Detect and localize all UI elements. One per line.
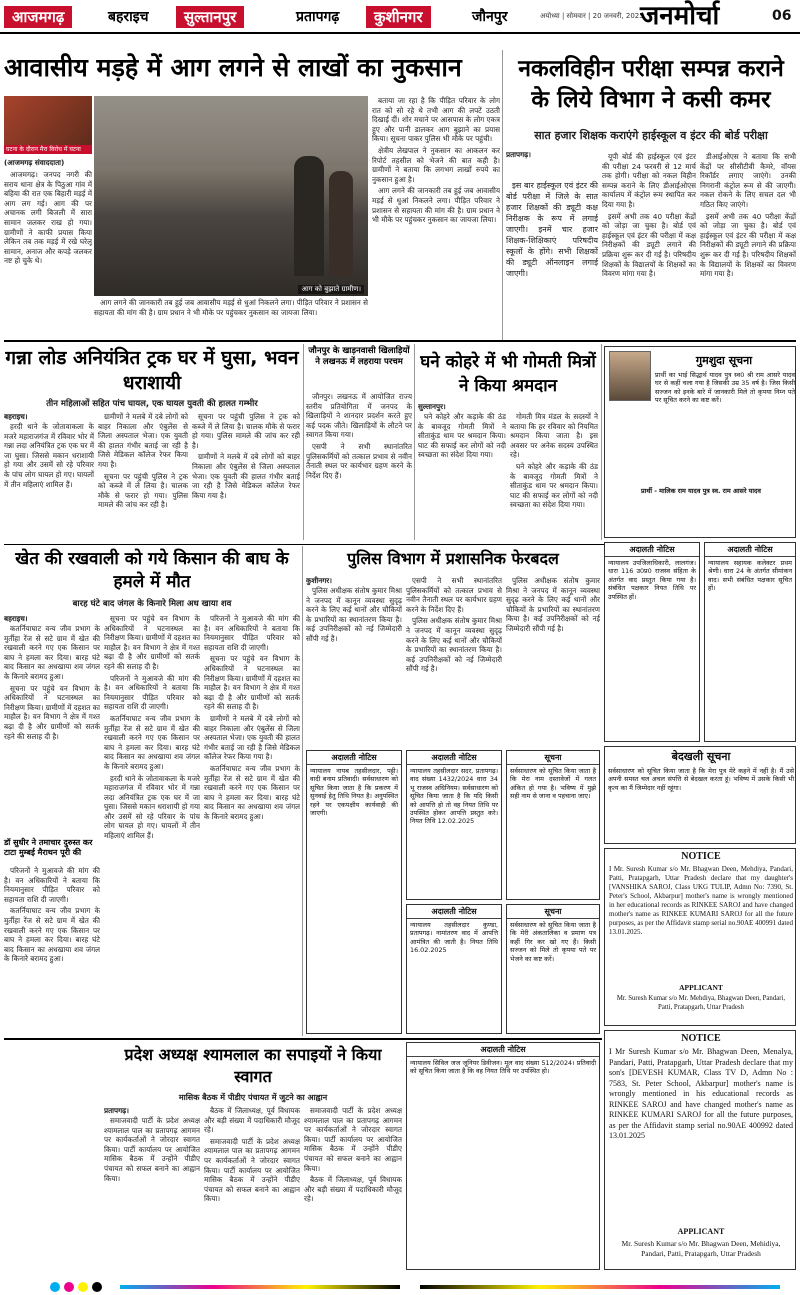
gomti-body-col2 [510, 412, 598, 542]
paragraph: आग लगने की जानकारी तब हुई जब आवासीय मड़ई से धुआं निकलने लगा। पीड़ित परिवार ने प्रशासन से सहायता की मांग की है। ग्राम प्रधान ने भी मौके पर पहुंचकर नुकसान का जायजा लिया। [94, 298, 368, 317]
truck-body-col3 [192, 412, 300, 542]
paragraph: डीआईओएस ने बताया कि सभी केंद्रों पर सीसीटीवी कैमरे, वॉयस रिकॉर्डर लगाए जाएंगे। उनकी निगरानी कंट्रोल रूम से की जाएगी। नकल रोकने के लिए सचल दल भी गठित किए जाएंगे। [700, 152, 796, 209]
gomti-dateline: सुल्तानपुर। [418, 402, 446, 411]
lion-dateline: बहराइच। [4, 614, 28, 623]
name-change-notice [604, 1030, 796, 1270]
shyamlal-headline: प्रदेश अध्यक्ष श्यामलाल का सपाइयों ने किया स्वागत [124, 1045, 382, 1086]
legal-notice [704, 542, 796, 742]
color-mark-black [92, 1282, 102, 1292]
city-tab-label: जौनपुर [472, 9, 508, 25]
truck-body-col2 [98, 412, 188, 542]
legal-notice-text: सर्वसाधारण को सूचित किया जाता है कि मेरी अंकतालिका व प्रमाण पत्र कहीं गिर कर खो गए हैं। किसी सज्जन को मिले तो कृपया पते पर भेजने का कष्ट करें। [510, 921, 596, 963]
lion-subhead: बारह घंटे बाद जंगल के किनारे मिला अध खाया शव [72, 599, 232, 609]
fire-body-col2 [94, 298, 368, 332]
paragraph: इसमें अभी तक 40 परीक्षा केंद्रों को जोड़ा जा चुका है। बोर्ड एवं हाईस्कूल एवं इंटर की परीक्षा में कक्ष निरीक्षकों की ड्यूटी लगाने की प्रक्रिया शुरू कर दी गई है। परिषदीय शिक्षकों के विद्यालयों के शिक्षकों का विवरण मांगा गया है। [700, 211, 796, 279]
paragraph: आजमगढ़। जनपद नगरी की सराय थाना क्षेत्र के पिठुआ गांव में बहिया की रात एक बिहारी मड़ई में आग लग गई। आग की पर अचानक लगी बिजली में सारा सामान जलकर राख हो गया। ग्रामीणों ने काफी प्रयास किया लेकिन तब तक मड़ई में रखे घरेलू सामान, अनाज और कपड़े जलकर नष्ट हो चुके थे। [4, 170, 92, 266]
truck-dateline: बहराइच। [4, 412, 28, 421]
police-body-col1 [306, 586, 402, 746]
legal-notice [406, 1042, 600, 1270]
person-silhouette [294, 156, 324, 276]
police-dateline: कुशीनगर। [306, 576, 332, 585]
fire-body-col3 [372, 96, 500, 332]
shyamlal-subhead: मासिक बैठक में पीडीए पंचायत में जुटने का आह्वान [178, 1093, 328, 1102]
city-tab [4, 6, 72, 28]
paragraph: समाजवादी पार्टी के प्रदेश अध्यक्ष श्यामलाल पाल का प्रतापगढ़ आगमन पर कार्यकर्ताओं ने जोरदार स्वागत किया। पार्टी कार्यालय पर आयोजित मासिक बैठक में उन्होंने पीडीए पंचायत को सफल बनाने का आह्वान किया। [104, 1116, 200, 1183]
paragraph: बैठक में जिलाध्यक्ष, पूर्व विधायक और बड़ी संख्या में पदाधिकारी मौजूद रहे। [304, 1175, 402, 1204]
lion-body-col1b [4, 866, 100, 1026]
paragraph: जौनपुर। लखनऊ में आयोजित राज्य स्तरीय प्रतियोगिता में जनपद के खिलाड़ियों ने शानदार प्रदर्शन करते हुए कई पदक जीते। खिलाड़ियों के लौटने पर स्वागत किया गया। [306, 392, 412, 440]
fire-dateline: (आजमगढ़ संवाददाता) [4, 158, 65, 167]
gomti-body-col1 [418, 412, 506, 542]
paragraph: परिजनों ने मुआवजे की मांग की है। वन अधिकारियों ने बताया कि नियमानुसार पीड़ित परिवार को सहायता राशि दी जाएगी। [4, 866, 100, 904]
notice-title: NOTICE [681, 1033, 721, 1044]
fire-headline: आवासीय मड़हे में आग लगने से लाखों का नुकसान [4, 53, 462, 82]
paragraph: कतर्नियाघाट वन्य जीव प्रभाग के मुर्तीहा रेंज से सटे ग्राम में खेत की रखवाली करने गए एक किसान पर बाघ ने हमला कर दिया। बारह घंटे बाद किसान का अधखाया शव जंगल के किनारे बरामद हुआ। [204, 763, 300, 821]
legal-notice [306, 750, 402, 1034]
notice-applicant: Mr. Suresh Kumar s/o Mr. Bhagwan Deen, Mehidiya, Pandari, Patti, Pratapgarh, Uttar Pradesh [621, 1239, 781, 1258]
paragraph: ग्रामीणों ने मलबे में दबे लोगों को बाहर निकाला और एंबुलेंस से जिला अस्पताल भेजा। एक युवती की हालत गंभीर बताई जा रही है जिसे मेडिकल कॉलेज रेफर किया गया है। [192, 452, 300, 500]
notice-applicant-label: APPLICANT [677, 1227, 725, 1236]
paragraph: एसपी ने सभी स्थानांतरित पुलिसकर्मियों को तत्काल प्रभाव से नवीन तैनाती स्थल पर कार्यभार ग्रहण करने के निर्देश दिए हैं। [306, 441, 412, 480]
city-tab-label: आजमगढ़ [12, 8, 65, 26]
truck-headline: गन्ना लोड अनियंत्रित ट्रक घर में घुसा, भवन धराशायी [5, 347, 299, 394]
missing-notice-body: प्रार्थी का भाई सिद्धार्थ यादव पुत्र स्व0 श्री राम आसरे यादव घर से कहीं चला गया है जिसकी उम्र 35 वर्ष है। जिस किसी सज्जन को इनके बारे में जानकारी मिले तो कृपया निम्न पते पर सूचित करने का कष्ट करें। [655, 371, 795, 405]
eviction-notice [604, 746, 796, 844]
missing-notice-title: गुमशुदा सूचना [695, 354, 753, 367]
city-tab [102, 6, 155, 28]
masthead [0, 0, 800, 34]
shyamlal-body-col1 [104, 1116, 200, 1270]
lion-body-col3 [204, 614, 300, 1024]
eviction-notice-body: सर्वसाधारण को सूचित किया जाता है कि मेरा पुत्र मेरे कहने में नहीं है। मैं उसे अपनी समस्त चल अचल संपत्ति से बेदखल करता हूं। भविष्य में उसके किसी भी कृत्य का मैं जिम्मेदार नहीं रहूंगा। [608, 767, 794, 792]
fire-inset-photo [4, 96, 92, 154]
exam-body-col2 [602, 152, 696, 332]
paragraph: सूचना पर पहुंचे वन विभाग के अधिकारियों ने घटनास्थल का निरीक्षण किया। ग्रामीणों में दहशत का माहौल है। वन विभाग ने क्षेत्र में गश्त बढ़ा दी है और ग्रामीणों को सतर्क रहने की सलाह दी है। [104, 614, 200, 671]
inset-caption: घटना के दौरान मैरा विरोध में घटना [4, 145, 92, 154]
paragraph: गोमती मित्र मंडल के सदस्यों ने बताया कि हर रविवार को नियमित श्रमदान किया जाता है। इस अवसर पर अनेक सदस्य उपस्थित रहे। [510, 412, 598, 460]
lion-body-col2 [104, 614, 200, 1024]
legal-notice-title: अदालती नोटिस [407, 1043, 599, 1057]
person-silhouette [329, 171, 353, 276]
paragraph: एसपी ने सभी स्थानांतरित पुलिसकर्मियों को तत्काल प्रभाव से नवीन तैनाती स्थल पर कार्यभार ग्रहण करने के निर्देश दिए हैं। [406, 576, 502, 614]
shyamlal-body-col3 [304, 1106, 402, 1270]
paragraph: क्षेत्रीय लेखपाल ने नुकसान का आकलन कर रिपोर्ट तहसील को भेजने की बात कही है। ग्रामीणों ने बताया कि लगभग लाखों रुपये का नुकसान हुआ है। [372, 145, 500, 184]
legal-notice-text: न्यायालय नायब तहसीलदार, पट्टी। वादी बनाम प्रतिवादी। सर्वसाधारण को सूचित किया जाता है कि प्रकरण में सुनवाई हेतु तिथि नियत है। अनुपस्थित रहने पर एकपक्षीय कार्यवाही की जाएगी। [310, 767, 398, 818]
paragraph: बताया जा रहा है कि पीड़ित परिवार के लोग रात को सो रहे थे तभी आग की लपटें उठती दिखाई दीं। शोर मचाने पर आसपास के लोग एकत्र हुए और पानी डालकर आग बुझाने का प्रयास किया। सूचना पाकर पुलिस भी मौके पर पहुंची। [372, 96, 500, 144]
fire-photo [94, 96, 368, 296]
legal-notice-text: न्यायालय सहायक कलेक्टर प्रथम श्रेणी। धारा 24 के अंतर्गत सीमांकन वाद। सभी संबंधित पक्षकार सूचित हों। [708, 559, 792, 593]
dateline: अयोध्या | सोमवार | 20 जनवरी, 2025 [540, 12, 644, 20]
paragraph: ग्रामीणों ने मलबे में दबे लोगों को बाहर निकाला और एंबुलेंस से जिला अस्पताल भेजा। एक युवती की हालत गंभीर बताई जा रही है जिसे मेडिकल कॉलेज रेफर किया गया है। [98, 412, 188, 469]
legal-notice-text: सर्वसाधारण को सूचित किया जाता है कि मेरा नाम दस्तावेजों में गलत अंकित हो गया है। भविष्य में मुझे सही नाम से जाना व पहचाना जाए। [510, 767, 596, 801]
paragraph: समाजवादी पार्टी के प्रदेश अध्यक्ष श्यामलाल पाल का प्रतापगढ़ आगमन पर कार्यकर्ताओं ने जोरदार स्वागत किया। पार्टी कार्यालय पर आयोजित मासिक बैठक में उन्होंने पीडीए पंचायत को सफल बनाने का आह्वान किया। [304, 1106, 402, 1173]
paragraph: सूचना पर पहुंचे वन विभाग के अधिकारियों ने घटनास्थल का निरीक्षण किया। ग्रामीणों में दहशत का माहौल है। वन विभाग ने क्षेत्र में गश्त बढ़ा दी है और ग्रामीणों को सतर्क रहने की सलाह दी है। [4, 683, 100, 741]
color-mark-magenta [64, 1282, 74, 1292]
color-bar [420, 1285, 780, 1289]
shyamlal-body-col2 [204, 1106, 300, 1270]
paragraph: सूचना पर पहुंची पुलिस ने ट्रक को कब्जे में ले लिया है। चालक मौके से फरार हो गया। पुलिस मामले की जांच कर रही है। [98, 471, 188, 510]
shyamlal-dateline: प्रतापगढ़। [104, 1106, 129, 1115]
exam-body-col3 [700, 152, 796, 332]
legal-notice [506, 750, 600, 900]
notice-applicant-label: APPLICANT [679, 983, 723, 992]
paragraph: घने कोहरे और कड़ाके की ठंड के बावजूद गोमती मित्रों ने सीताकुंड धाम पर श्रमदान किया। घाट की सफाई कर लोगों को नदी स्वच्छता का संदेश दिया गया। [510, 461, 598, 510]
paragraph: कतर्नियाघाट वन्य जीव प्रभाग के मुर्तीहा रेंज से सटे ग्राम में खेत की रखवाली करने गए एक किसान पर बाघ ने हमला कर दिया। बारह घंटे बाद किसान का अधखाया शव जंगल के किनारे बरामद हुआ। [4, 624, 100, 681]
notice-body: I Mr Suresh Kumar s/o Mr. Bhagwan Deen, Menalya, Pandari, Patti, Pratapgarh, Uttar Pradesh declare that my son's [DEVESH KUMAR, Class TV D, Admn No : 7583, St. Peter School, Akbarpur] mother's name is wrongly mentioned in his educational records as RINKEE SAROJ and have changed mother's name as RINKEE KUMARI SAROJ for all the future purposes, as per the Affidavit stamp serial no.90AE 400992 dated 13.01.2025 [609, 1047, 793, 1140]
paragraph: सूचना पर पहुंची पुलिस ने ट्रक को कब्जे में ले लिया है। चालक मौके से फरार हो गया। पुलिस मामले की जांच कर रही है। [192, 412, 300, 450]
color-bar [120, 1285, 400, 1289]
legal-notice-text: न्यायालय तहसीलदार सदर, प्रतापगढ़। वाद संख्या 1432/2024 धारा 34 भू राजस्व अधिनियम। सर्वसाधारण को सूचित किया जाता है कि यदि किसी को आपत्ति हो तो वह नियत तिथि पर उपस्थित होकर आपत्ति प्रस्तुत करे। नियत तिथि 12.02.2025 [410, 767, 498, 826]
police-body-col3 [506, 576, 600, 746]
notice-title: NOTICE [681, 851, 721, 862]
exam-body-col1 [506, 180, 598, 332]
city-tab [176, 6, 244, 28]
paragraph: ग्रामीणों ने मलबे में दबे लोगों को बाहर निकाला और एंबुलेंस से जिला अस्पताल भेजा। एक युवती की हालत गंभीर बताई जा रही है जिसे मेडिकल कॉलेज रेफर किया गया है। [204, 713, 300, 762]
paragraph: परिजनों ने मुआवजे की मांग की है। वन अधिकारियों ने बताया कि नियमानुसार पीड़ित परिवार को सहायता राशि दी जाएगी। [104, 673, 200, 712]
legal-notice [406, 904, 502, 1034]
city-tab [466, 6, 513, 28]
legal-notice-title: अदालती नोटिस [705, 543, 795, 557]
legal-notice [604, 542, 700, 742]
smoke-shape [94, 96, 368, 166]
name-change-notice [604, 848, 796, 1026]
exam-subhead: सात हजार शिक्षक कराएंगे हाईस्कूल व इंटर की बोर्ड परीक्षा [534, 129, 768, 142]
paragraph: घने कोहरे और कड़ाके की ठंड के बावजूद गोमती मित्रों ने सीताकुंड धाम पर श्रमदान किया। घाट की सफाई कर लोगों को नदी स्वच्छता का संदेश दिया गया। [418, 412, 506, 460]
city-tab-label: प्रतापगढ़ [296, 9, 340, 25]
paragraph: कतर्नियाघाट वन्य जीव प्रभाग के मुर्तीहा रेंज से सटे ग्राम में खेत की रखवाली करने गए एक किसान पर बाघ ने हमला कर दिया। बारह घंटे बाद किसान का अधखाया शव जंगल के किनारे बरामद हुआ। [4, 906, 100, 964]
legal-notice [406, 750, 502, 900]
paragraph: बैठक में जिलाध्यक्ष, पूर्व विधायक और बड़ी संख्या में पदाधिकारी मौजूद रहे। [204, 1106, 300, 1135]
police-body-col2 [406, 576, 502, 746]
paragraph: सूचना पर पहुंचे वन विभाग के अधिकारियों ने घटनास्थल का निरीक्षण किया। ग्रामीणों में दहशत का माहौल है। वन विभाग ने क्षेत्र में गश्त बढ़ा दी है और ग्रामीणों को सतर्क रहने की सलाह दी है। [204, 654, 300, 712]
city-tab [290, 6, 345, 28]
legal-notice [506, 904, 600, 1034]
paragraph: पुलिस अधीक्षक संतोष कुमार मिश्रा ने जनपद में कानून व्यवस्था सुदृढ़ करने के लिए कई थानों और चौकियों के प्रभारियों का स्थानांतरण किया है। कई उपनिरीक्षकों को नई जिम्मेदारी सौंपी गई है। [506, 576, 600, 633]
paragraph: इसमें अभी तक 40 परीक्षा केंद्रों को जोड़ा जा चुका है। बोर्ड एवं हाईस्कूल एवं इंटर की परीक्षा में कक्ष निरीक्षकों की ड्यूटी लगाने की प्रक्रिया शुरू कर दी गई है। परिषदीय शिक्षकों के विद्यालयों के शिक्षकों का विवरण मांगा गया है। [602, 211, 696, 279]
legal-notice-title: अदालती नोटिस [407, 905, 501, 919]
legal-notice-title: सूचना [507, 751, 599, 765]
missing-person-notice [604, 346, 796, 538]
exam-headline: नकलविहीन परीक्षा सम्पन्न कराने के लिये विभाग ने कसी कमर [518, 56, 784, 113]
city-tab-label: कुशीनगर [374, 8, 423, 26]
truck-subhead: तीन महिलाओं सहित पांच घायल, एक घायल युवती की हालत गम्भीर [46, 399, 258, 409]
notice-body: I Mr. Suresh Kumar s/o Mr. Bhagwan Deen, Mehdiya, Pandari, Patti, Pratapgarh, Uttar Pradesh declare that my daughter's [VANSHIKA SAROJ, Class UKG TULIP, Admn No: 7390, St. Peter's School, Akbarpur] mother's name is wrongly mentioned in her educational records as RINKEE SAROJ and have changed mother's name as RINKEE KUMARI SAROJ for all the future purposes, as per the Affidavit stamp serial no.90AE 400991 dated 13.01.2025. [609, 865, 793, 936]
paragraph: यूपी बोर्ड की हाईस्कूल एवं इंटर की परीक्षा 24 फरवरी से 12 मार्च तक होगी। परीक्षा को नकल विहीन सम्पन्न कराने के लिए डीआईओएस कार्यालय में कंट्रोल रूम स्थापित कर दिया गया है। [602, 152, 696, 209]
photo-caption: आग को बुझाते ग्रामीण। [298, 285, 364, 294]
jaunpur-headline: जौनपुर के खाड़नवासी खिलाड़ियों ने लखनऊ में लहराया परचम [308, 346, 410, 367]
paragraph: परिजनों ने मुआवजे की मांग की है। वन अधिकारियों ने बताया कि नियमानुसार पीड़ित परिवार को सहायता राशि दी जाएगी। [204, 614, 300, 652]
paragraph: आग लगने की जानकारी तब हुई जब आवासीय मड़ई से धुआं निकलने लगा। पीड़ित परिवार ने प्रशासन से सहायता की मांग की है। ग्राम प्रधान ने भी मौके पर पहुंचकर नुकसान का जायजा लिया। [372, 186, 500, 225]
page-number: 06 [772, 8, 792, 24]
missing-notice-signature: प्रार्थी - मालिक राम यादव पुत्र स्व. राम आसरे यादव [641, 487, 761, 495]
legal-notice-text: न्यायालय तहसीलदार कुण्डा, प्रतापगढ़। नामांतरण वाद में आपत्ति आमंत्रित की जाती है। नियत तिथि 16.02.2025 [410, 921, 498, 955]
legal-notice-title: अदालती नोटिस [407, 751, 501, 765]
legal-notice-title: अदालती नोटिस [307, 751, 401, 765]
city-tab-label: बहराइच [108, 9, 149, 25]
legal-notice-title: सूचना [507, 905, 599, 919]
lion-body-col1 [4, 624, 100, 834]
paragraph: समाजवादी पार्टी के प्रदेश अध्यक्ष श्यामलाल पाल का प्रतापगढ़ आगमन पर कार्यकर्ताओं ने जोरदार स्वागत किया। पार्टी कार्यालय पर आयोजित मासिक बैठक में उन्होंने पीडीए पंचायत को सफल बनाने का आह्वान किया। [204, 1136, 300, 1204]
fire-body-col1 [4, 170, 92, 330]
legal-notice-text: न्यायालय सिविल जज जूनियर डिवीजन। मूल वाद संख्या 512/2024। प्रतिवादी को सूचित किया जाता है कि वह नियत तिथि पर उपस्थित हो। [410, 1059, 596, 1076]
jaunpur-body [306, 392, 412, 542]
legal-notice-text: न्यायालय उपजिलाधिकारी, लालगंज। धारा 116 उ0प्र0 राजस्व संहिता के अंतर्गत वाद प्रस्तुत किया गया है। संबंधित पक्षकार नियत तिथि पर उपस्थित हों। [608, 559, 696, 601]
gomti-headline: घने कोहरे में भी गोमती मित्रों ने किया श्रमदान [420, 352, 596, 396]
paragraph: इस बार हाईस्कूल एवं इंटर की बोर्ड परीक्षा में जिले के सात हजार शिक्षकों की ड्यूटी कक्ष निरीक्षक के रूप में लगाई जाएगी। इनमें चार हजार शिक्षक-शिक्षिकाएं परिषदीय स्कूलों के होंगे। सभी शिक्षकों की ड्यूटी ऑनलाइन लगाई जाएगी। [506, 181, 598, 278]
truck-body-col1 [4, 422, 94, 544]
paragraph: हरदी थाने के जोतावाकला के मजरे महाराजगंज में रविवार भोर में गन्ना लदा अनियंत्रित ट्रक एक घर में जा घुसा। जिससे मकान धराशायी हो गया और उसमें सो रहे परिवार के पांच लोग घायल हो गए। घायलों में तीन महिलाएं शामिल हैं। [104, 773, 200, 841]
side-heading: डॉ सुधीर ने तमाचार दुरुस्त कर टाटा मुम्बई मैराथन पूरी की [4, 838, 93, 857]
brand-logo: जनमोर्चा [640, 1, 720, 31]
paragraph: पुलिस अधीक्षक संतोष कुमार मिश्रा ने जनपद में कानून व्यवस्था सुदृढ़ करने के लिए कई थानों और चौकियों के प्रभारियों का स्थानांतरण किया है। कई उपनिरीक्षकों को नई जिम्मेदारी सौंपी गई है। [306, 586, 402, 643]
footer-bar [0, 1278, 800, 1295]
lion-headline: खेत की रखवाली को गये किसान की बाघ के हमले में मौत [15, 549, 289, 592]
police-headline: पुलिस विभाग में प्रशासनिक फेरबदल [347, 549, 559, 568]
legal-notice-title: अदालती नोटिस [605, 543, 699, 557]
paragraph: पुलिस अधीक्षक संतोष कुमार मिश्रा ने जनपद में कानून व्यवस्था सुदृढ़ करने के लिए कई थानों और चौकियों के प्रभारियों का स्थानांतरण किया है। कई उपनिरीक्षकों को नई जिम्मेदारी सौंपी गई है। [406, 616, 502, 674]
missing-person-photo [609, 351, 651, 401]
notice-applicant: Mr. Suresh Kumar s/o Mr. Mehdiya, Bhagwan Deen, Pandari, Patti, Pratapgarh, Uttar Pradesh [616, 995, 786, 1011]
city-tab-label: सुल्तानपुर [184, 8, 237, 26]
paragraph: कतर्नियाघाट वन्य जीव प्रभाग के मुर्तीहा रेंज से सटे ग्राम में खेत की रखवाली करने गए एक किसान पर बाघ ने हमला कर दिया। बारह घंटे बाद किसान का अधखाया शव जंगल के किनारे बरामद हुआ। [104, 713, 200, 771]
city-tab [366, 6, 431, 28]
exam-dateline: प्रतापगढ़। [506, 150, 531, 159]
eviction-notice-title: बेदखली सूचना [671, 750, 731, 763]
paragraph: हरदी थाने के जोतावाकला के मजरे महाराजगंज में रविवार भोर में गन्ना लदा अनियंत्रित ट्रक एक घर में जा घुसा। जिससे मकान धराशायी हो गया और उसमें सो रहे परिवार के पांच लोग घायल हो गए। घायलों में तीन महिलाएं शामिल हैं। [4, 422, 94, 489]
color-mark-yellow [78, 1282, 88, 1292]
color-mark-cyan [50, 1282, 60, 1292]
